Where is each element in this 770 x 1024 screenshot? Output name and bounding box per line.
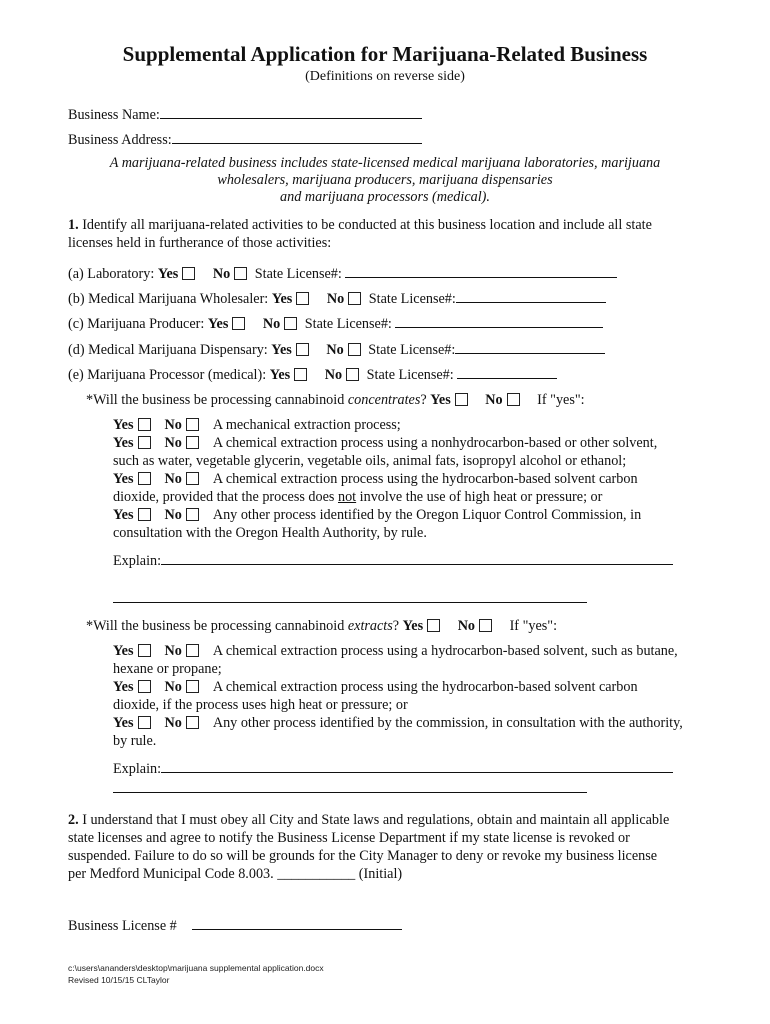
- yes-checkbox[interactable]: [296, 292, 309, 305]
- business-name-label: Business Name:: [68, 107, 160, 123]
- yes-checkbox[interactable]: [427, 619, 440, 632]
- no-label: No: [164, 679, 182, 695]
- no-label: No: [326, 291, 345, 307]
- question-text: *Will the business be processing cannabinoid: [86, 392, 348, 408]
- state-license-label: State License#:: [366, 367, 454, 383]
- activity-row-producer: [68, 313, 603, 333]
- option-text: A mechanical extraction process;: [212, 417, 401, 433]
- no-label: No: [164, 507, 182, 523]
- question-2-text: I understand that I must obey all City and State laws and regulations, obtain and maintain all applicable state licenses and agree to notify the Business License Department if my state license is revoked or suspended. Failure to do so will be grounds for the City Manager to deny or revoke my business license per Medford Municipal Code 8.003. ___________ (Initial): [68, 812, 670, 882]
- question-emphasis: extracts: [347, 618, 393, 634]
- activity-label: (a) Laboratory:: [68, 266, 155, 282]
- no-checkbox[interactable]: [186, 418, 199, 431]
- no-checkbox[interactable]: [348, 343, 361, 356]
- if-yes-label: If "yes":: [537, 392, 585, 408]
- activity-label: (e) Marijuana Processor (medical):: [68, 367, 267, 383]
- file-path: c:\users\ananders\desktop\marijuana supplemental application.docx: [68, 963, 324, 973]
- explain-field-continuation[interactable]: [113, 602, 587, 603]
- no-checkbox[interactable]: [479, 619, 492, 632]
- intro-line: wholesalers, marijuana producers, marijuana dispensaries: [217, 172, 553, 188]
- question-text: *Will the business be processing cannabinoid: [86, 618, 348, 634]
- no-label: No: [262, 316, 281, 332]
- no-checkbox[interactable]: [507, 393, 520, 406]
- no-checkbox[interactable]: [186, 680, 199, 693]
- explain-label: Explain:: [113, 761, 162, 777]
- no-checkbox[interactable]: [234, 267, 247, 280]
- question-number: 1.: [68, 217, 79, 233]
- business-address-label: Business Address:: [68, 132, 172, 148]
- revision-note: Revised 10/15/15 CLTaylor: [68, 975, 170, 985]
- question-emphasis: concentrates: [347, 392, 421, 408]
- business-license-field[interactable]: [192, 915, 402, 930]
- question-1: [68, 216, 678, 252]
- no-checkbox[interactable]: [186, 508, 199, 521]
- no-checkbox[interactable]: [186, 436, 199, 449]
- yes-label: Yes: [113, 715, 134, 731]
- activity-row-dispensary: [68, 339, 605, 359]
- no-label: No: [485, 392, 503, 408]
- extracts-question: [86, 617, 557, 635]
- document-footer: [68, 962, 324, 986]
- yes-checkbox[interactable]: [296, 343, 309, 356]
- if-yes-label: If "yes":: [509, 618, 558, 634]
- extracts-option-2: [113, 678, 683, 714]
- yes-checkbox[interactable]: [138, 508, 151, 521]
- activity-row-laboratory: [68, 263, 617, 283]
- no-label: No: [457, 618, 476, 634]
- business-name-row: [68, 104, 422, 124]
- explain-field-continuation[interactable]: [113, 792, 587, 793]
- business-license-row: [68, 915, 402, 935]
- yes-checkbox[interactable]: [138, 680, 151, 693]
- no-label: No: [326, 342, 344, 358]
- yes-checkbox[interactable]: [138, 436, 151, 449]
- explain-label: Explain:: [113, 553, 162, 569]
- explain-field[interactable]: [161, 758, 673, 773]
- extracts-explain-row: [113, 758, 683, 778]
- yes-label: Yes: [157, 266, 179, 282]
- concentrates-option-3: [113, 470, 683, 506]
- state-license-label: State License#:: [254, 266, 342, 282]
- yes-label: Yes: [430, 392, 451, 408]
- concentrates-options: [113, 416, 683, 570]
- option-emphasis: not: [337, 489, 357, 505]
- no-label: No: [164, 471, 182, 487]
- option-text: A chemical extraction process using a nonhydrocarbon-based or other solvent, such as water, vegetable glycerin, vegetable oils, animal fats, isopropyl alcohol or ethanol;: [113, 435, 658, 469]
- extracts-options: [113, 642, 683, 778]
- intro-line: and marijuana processors (medical).: [280, 189, 490, 205]
- yes-label: Yes: [271, 342, 292, 358]
- page-title: Supplemental Application for Marijuana-Related Business: [122, 42, 648, 66]
- extracts-option-1: [113, 642, 683, 678]
- question-mark: ?: [392, 618, 400, 634]
- question-number: 2.: [68, 812, 79, 828]
- yes-label: Yes: [113, 435, 134, 451]
- yes-label: Yes: [113, 417, 134, 433]
- concentrates-explain-row: [113, 550, 683, 570]
- business-license-label: Business License #: [68, 918, 177, 934]
- state-license-field[interactable]: [345, 263, 617, 278]
- yes-label: Yes: [207, 316, 229, 332]
- no-label: No: [164, 715, 182, 731]
- yes-label: Yes: [113, 471, 134, 487]
- state-license-field[interactable]: [395, 313, 603, 328]
- yes-label: Yes: [269, 367, 291, 383]
- no-checkbox[interactable]: [284, 317, 297, 330]
- concentrates-option-2: [113, 434, 683, 470]
- option-text: involve the use of high heat or pressure; or: [356, 489, 603, 505]
- yes-checkbox[interactable]: [138, 472, 151, 485]
- option-text: A chemical extraction process using the hydrocarbon-based solvent carbon dioxide, provided that the process does: [113, 471, 638, 505]
- business-address-field[interactable]: [172, 129, 422, 144]
- business-name-field[interactable]: [160, 104, 422, 119]
- yes-checkbox[interactable]: [138, 716, 151, 729]
- yes-checkbox[interactable]: [182, 267, 195, 280]
- page-subtitle: (Definitions on reverse side): [305, 69, 465, 84]
- state-license-field[interactable]: [457, 364, 557, 379]
- yes-checkbox[interactable]: [455, 393, 468, 406]
- yes-label: Yes: [113, 507, 134, 523]
- yes-label: Yes: [113, 643, 134, 659]
- state-license-field[interactable]: [455, 339, 605, 354]
- activity-label: (d) Medical Marijuana Dispensary:: [68, 342, 268, 358]
- question-1-text: Identify all marijuana-related activities to be conducted at this business location and include all state licenses held in furtherance of those activities:: [68, 217, 652, 251]
- no-checkbox[interactable]: [346, 368, 359, 381]
- intro-definition: [60, 155, 710, 206]
- no-label: No: [324, 367, 343, 383]
- no-label: No: [164, 643, 182, 659]
- intro-line: A marijuana-related business includes state-licensed medical marijuana laboratories, marijuana: [109, 155, 661, 171]
- extracts-option-3: [113, 714, 683, 750]
- state-license-label: State License#:: [368, 342, 456, 358]
- no-checkbox[interactable]: [186, 472, 199, 485]
- state-license-label: State License#:: [368, 291, 456, 307]
- no-label: No: [164, 417, 182, 433]
- state-license-label: State License#:: [304, 316, 392, 332]
- activity-label: (c) Marijuana Producer:: [68, 316, 205, 332]
- no-checkbox[interactable]: [186, 716, 199, 729]
- option-text: Any other process identified by the Oregon Liquor Control Commission, in consultation with the Oregon Health Authority, by rule.: [113, 507, 642, 541]
- yes-checkbox[interactable]: [232, 317, 245, 330]
- question-2: [68, 811, 678, 883]
- yes-label: Yes: [402, 618, 424, 634]
- no-checkbox[interactable]: [186, 644, 199, 657]
- activity-label: (b) Medical Marijuana Wholesaler:: [68, 291, 269, 307]
- explain-field[interactable]: [161, 550, 673, 565]
- yes-checkbox[interactable]: [138, 418, 151, 431]
- question-mark: ?: [420, 392, 427, 408]
- business-address-row: [68, 129, 422, 149]
- yes-label: Yes: [113, 679, 134, 695]
- concentrates-question: [86, 391, 585, 409]
- no-label: No: [212, 266, 231, 282]
- yes-checkbox[interactable]: [294, 368, 307, 381]
- activity-row-wholesaler: [68, 288, 606, 308]
- concentrates-option-1: [113, 416, 683, 434]
- yes-label: Yes: [271, 291, 293, 307]
- activity-row-processor: [68, 364, 557, 384]
- option-text: Any other process identified by the commission, in consultation with the authority, by rule.: [113, 715, 683, 749]
- state-license-field[interactable]: [456, 288, 606, 303]
- no-checkbox[interactable]: [348, 292, 361, 305]
- concentrates-option-4: [113, 506, 683, 542]
- option-text: A chemical extraction process using a hydrocarbon-based solvent, such as butane, hexane or propane;: [113, 643, 678, 677]
- option-text: A chemical extraction process using the hydrocarbon-based solvent carbon dioxide, if the process uses high heat or pressure; or: [113, 679, 638, 713]
- no-label: No: [164, 435, 182, 451]
- yes-checkbox[interactable]: [138, 644, 151, 657]
